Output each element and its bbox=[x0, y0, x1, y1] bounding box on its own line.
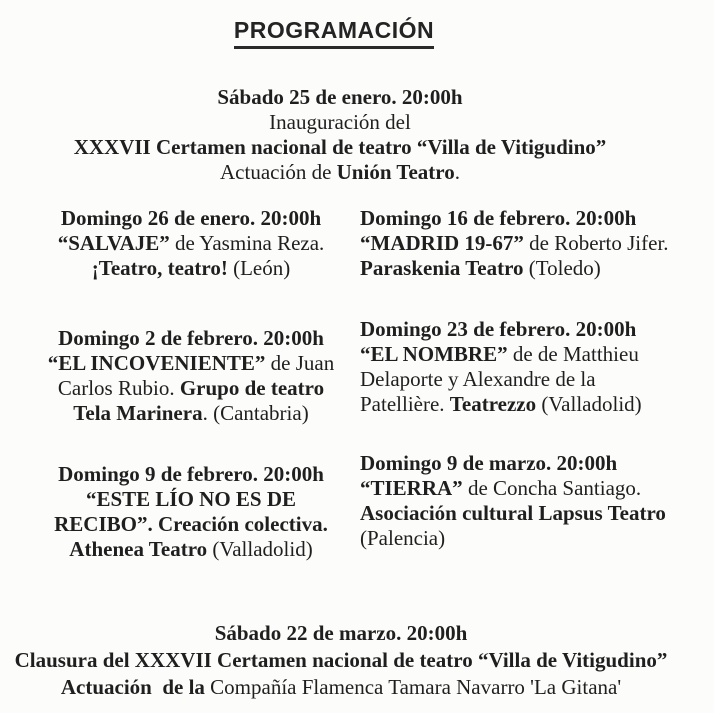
text-segment: (Toledo) bbox=[523, 256, 601, 280]
text-segment: de Juan bbox=[265, 351, 335, 375]
text-segment: RECIBO”. Creación colectiva. bbox=[54, 512, 328, 536]
opening-event-block bbox=[0, 85, 680, 185]
text-segment: Domingo 16 de febrero. 20:00h bbox=[360, 206, 637, 230]
text-segment: Paraskenia Teatro bbox=[360, 256, 524, 280]
text-line bbox=[360, 206, 682, 231]
text-line bbox=[30, 326, 352, 351]
event-block-salvaje bbox=[30, 206, 352, 281]
text-segment: “EL NOMBRE” bbox=[360, 342, 508, 366]
text-line bbox=[30, 206, 352, 231]
text-segment: Clausura del XXXVII Certamen nacional de teatro “Villa de Vitigudino” bbox=[14, 648, 668, 672]
event-block-el-nombre bbox=[360, 317, 682, 417]
event-block-madrid-19-67 bbox=[360, 206, 682, 281]
text-segment: Inauguración del bbox=[269, 110, 411, 134]
text-line bbox=[360, 526, 682, 551]
text-line bbox=[0, 160, 680, 185]
text-segment: Delaporte y Alexandre de la bbox=[360, 367, 596, 391]
text-segment: Domingo 26 de enero. 20:00h bbox=[60, 206, 322, 230]
text-segment: “SALVAJE” bbox=[57, 231, 170, 255]
text-line bbox=[360, 317, 682, 342]
text-line bbox=[30, 376, 352, 401]
page-title-text: PROGRAMACIÓN bbox=[234, 17, 434, 49]
text-line bbox=[30, 231, 352, 256]
text-segment: (Valladolid) bbox=[207, 537, 313, 561]
text-line bbox=[360, 367, 682, 392]
text-segment: Grupo de teatro bbox=[179, 376, 325, 400]
text-line bbox=[30, 401, 352, 426]
text-line bbox=[0, 647, 682, 674]
closing-event-block bbox=[0, 620, 682, 701]
text-line bbox=[360, 451, 682, 476]
text-line bbox=[360, 476, 682, 501]
text-segment: Tela Marinera bbox=[73, 401, 203, 425]
text-segment: (León) bbox=[227, 256, 291, 280]
text-segment: ¡Teatro, teatro! bbox=[91, 256, 228, 280]
text-segment: “EL INCOVENIENTE” bbox=[47, 351, 266, 375]
text-segment: Actuación de la bbox=[60, 675, 211, 699]
text-segment: “TIERRA” bbox=[360, 476, 463, 500]
text-segment: de Roberto Jifer. bbox=[523, 231, 669, 255]
text-line bbox=[0, 620, 682, 647]
text-line bbox=[0, 85, 680, 110]
text-segment: . bbox=[454, 160, 460, 184]
page-title bbox=[0, 17, 668, 49]
event-block-tierra bbox=[360, 451, 682, 551]
text-segment: Teatrezzo bbox=[449, 392, 537, 416]
text-segment: “MADRID 19-67” bbox=[360, 231, 524, 255]
text-line bbox=[360, 342, 682, 367]
text-line bbox=[30, 537, 352, 562]
text-segment: (Valladolid) bbox=[536, 392, 642, 416]
text-segment: Sábado 22 de marzo. 20:00h bbox=[214, 621, 468, 645]
text-line bbox=[30, 256, 352, 281]
text-line bbox=[0, 674, 682, 701]
text-segment: Domingo 2 de febrero. 20:00h bbox=[58, 326, 324, 350]
text-line bbox=[0, 110, 680, 135]
text-segment: “ESTE LÍO NO ES DE bbox=[85, 487, 297, 511]
text-line bbox=[30, 487, 352, 512]
event-block-el-incoveniente bbox=[30, 326, 352, 426]
text-segment: Athenea Teatro bbox=[69, 537, 208, 561]
text-segment: de de Matthieu bbox=[507, 342, 639, 366]
text-line bbox=[30, 462, 352, 487]
text-line bbox=[360, 256, 682, 281]
text-segment: Sábado 25 de enero. 20:00h bbox=[217, 85, 463, 109]
text-segment: (Palencia) bbox=[360, 526, 446, 550]
text-line bbox=[360, 231, 682, 256]
text-segment: Patellière. bbox=[360, 392, 450, 416]
event-block-este-lio bbox=[30, 462, 352, 562]
text-segment: Carlos Rubio. bbox=[57, 376, 180, 400]
text-line bbox=[30, 512, 352, 537]
text-segment: Compañía Flamenca Tamara Navarro 'La Gitana' bbox=[210, 675, 622, 699]
text-line bbox=[360, 392, 682, 417]
text-line bbox=[360, 501, 682, 526]
text-segment: de Concha Santiago. bbox=[462, 476, 642, 500]
text-segment: Domingo 23 de febrero. 20:00h bbox=[360, 317, 637, 341]
text-segment: . (Cantabria) bbox=[202, 401, 309, 425]
text-segment: Domingo 9 de marzo. 20:00h bbox=[360, 451, 618, 475]
text-segment: de Yasmina Reza. bbox=[169, 231, 325, 255]
text-segment: XXXVII Certamen nacional de teatro “Villa de Vitigudino” bbox=[73, 135, 607, 159]
text-segment: Actuación de bbox=[220, 160, 337, 184]
text-line bbox=[0, 135, 680, 160]
text-segment: Asociación cultural Lapsus Teatro bbox=[360, 501, 666, 525]
text-line bbox=[30, 351, 352, 376]
text-segment: Domingo 9 de febrero. 20:00h bbox=[58, 462, 324, 486]
text-segment: Unión Teatro bbox=[336, 160, 455, 184]
